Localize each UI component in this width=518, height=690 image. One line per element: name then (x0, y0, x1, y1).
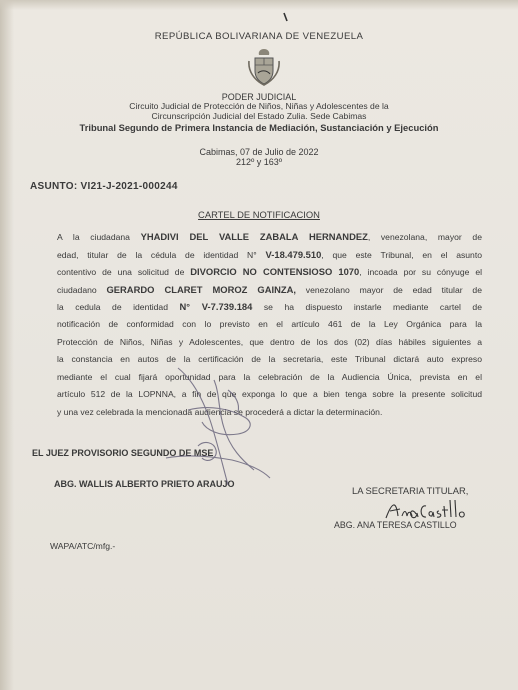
cartel-title: CARTEL DE NOTIFICACION (198, 209, 320, 220)
body-line-3: contentivo de una solicitud de DIVORCIO NO CONTENSIOSO 1070, incoada por su cónyuge el (57, 266, 483, 278)
place-date: Cabimas, 07 de Julio de 2022 (199, 147, 319, 157)
handwritten-signature-stamp (158, 360, 278, 495)
body-line-7: Protección de Niños, Niñas y Adolescentes, que dentro de los dos (02) días hábiles siguientes a (57, 336, 482, 347)
body-line-11: y una vez celebrada la mencionada audiencia se procederá a dictar la determinación. (57, 406, 383, 417)
body-line-6: notificación de conformidad con lo previsto en el artículo 461 de la Ley Orgánica para la (57, 318, 482, 329)
asunto-reference: ASUNTO: VI21-J-2021-000244 (30, 181, 178, 192)
republic-heading: REPÚBLICA BOLIVARIANA DE VENEZUELA (154, 31, 364, 42)
ink-mark-icon (283, 12, 289, 22)
years-line: 212º y 163º (235, 157, 283, 167)
body-line-8: la constancia en autos de la certificación de la secretaria, este Tribunal dictará auto expreso (57, 354, 482, 365)
secretary-signature (384, 496, 468, 522)
secretary-title: LA SECRETARIA TITULAR, (352, 485, 469, 496)
body-line-10: artículo 512 de la LOPNNA, a fin de que exponga lo que a bien tenga sobre la presente solicitud (57, 389, 482, 400)
circunscripcion-line: Circunscripción Judicial del Estado Zulia. Sede Cabimas (151, 111, 367, 121)
reference-initials: WAPA/ATC/mfg.- (50, 541, 116, 551)
body-line-4: ciudadano GERARDO CLARET MOROZ GAINZA, venezolano mayor de edad titular de (57, 283, 482, 295)
body-line-1: A la ciudadana YHADIVI DEL VALLE ZABALA HERNANDEZ, venezolana, mayor de (57, 231, 482, 242)
body-line-9: mediante el cual fijará oportunidad para la celebración de la Audiencia Única, prevista en el (57, 371, 482, 382)
poder-judicial-heading: PODER JUDICIAL (221, 92, 297, 102)
body-line-5: la cedula de identidad N° V-7.739.184 se ha dispuesto instarle mediante cartel de (57, 301, 482, 313)
judge-name: ABG. WALLIS ALBERTO PRIETO ARAUJO (54, 479, 235, 489)
tribunal-line: Tribunal Segundo de Primera Instancia de Mediación, Sustanciación y Ejecución (79, 122, 439, 133)
judge-title: EL JUEZ PROVISORIO SEGUNDO DE MSE (32, 448, 214, 458)
secretary-name: ABG. ANA TERESA CASTILLO (334, 520, 457, 530)
page-shadow-top (0, 0, 518, 10)
coat-of-arms-icon (246, 47, 282, 87)
circuito-line: Circuito Judicial de Protección de Niños, Niñas y Adolescentes de la (129, 101, 389, 111)
body-line-2: edad, titular de la cédula de identidad N° V-18.479.510, que este Tribunal, en el asunto (57, 248, 482, 260)
